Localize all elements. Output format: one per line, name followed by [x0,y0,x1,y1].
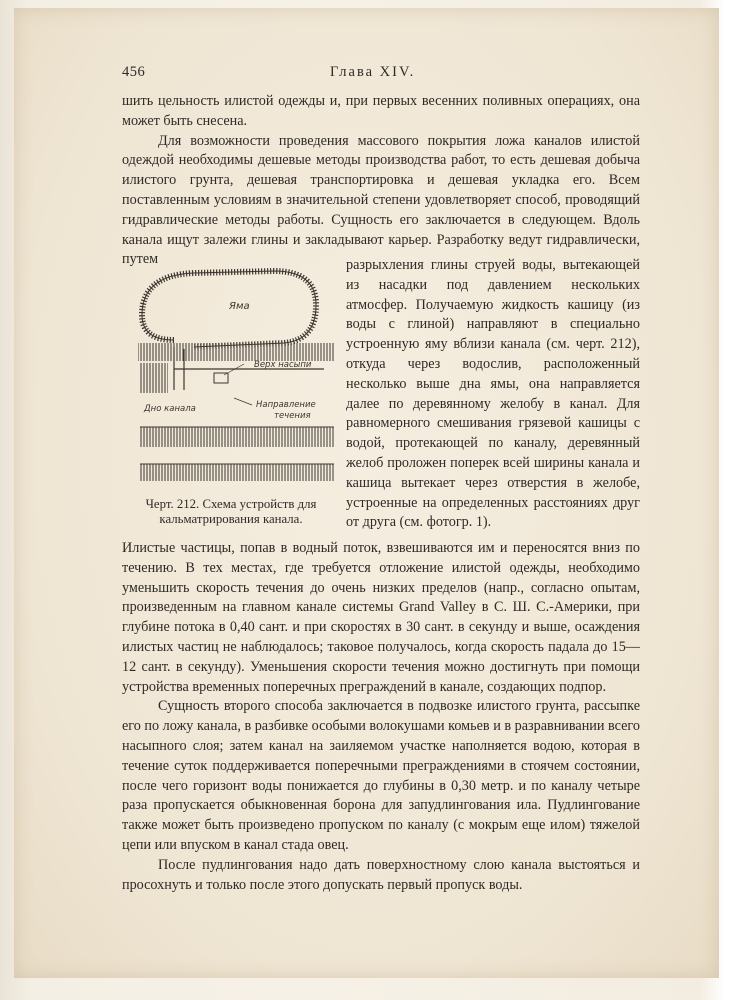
page-header [122,64,642,86]
label-canal-bottom: Дно канала [144,404,196,414]
chapter-title: Глава XIV. [330,64,416,80]
paragraph-methods [122,132,640,271]
flow-arrow [234,398,252,405]
text-block-top [122,92,640,270]
page-number: 456 [122,64,146,80]
paragraph-methods-text: Для возможности проведения массового покрытия ложа каналов илистой одеждой необходимы дешевые методы производства работ, то есть дешевая добыча илистого грунта, дешевая транспортировка и дешевая укладка его. Всем поставленным условиям в значительной степени удовлетворяет способ, проводящий гидравлические методы работы. Сущность его заключается в следующем. Вдоль канала ищут залежи глины и закладывают карьер. [122,132,640,248]
middle-bank [140,427,334,447]
text-block-bottom [122,539,640,895]
paragraph-second-method: Сущность второго способа заключается в подвозке илистого грунта, рассыпке его по ложу канала, в разбивке особыми волокушами комьев и в разравнивании всего насыпного слоя; затем канал на заиляемом участке наполняется водою, которая в течение суток поддерживается поперечными преграждениями в стоячем состоянии, после чего горизонт воды понижается до глубины в 0,30 метр. и по каналу четыре раза пропускается обыкновенная борона для запудлингования ила. Пудлингование также может быть произведено пропуском по каналу (с мокрым еще илом) тяжелой цепи или впуском в канал стада овец. [122,698,640,853]
caption-line-1: Черт. 212. Схема устройств для [145,497,317,511]
upper-bank [138,343,334,361]
label-pit: Яма [229,301,250,312]
figure-caption [122,497,340,527]
left-bank [140,363,168,393]
paragraph-methods-tail: Разработку ведут гидравлически, путем [122,231,640,268]
paragraph-wrap: разрыхления глины струей воды, вытекающей из насадки под давлением нескольких атмосфер. Получаемую жидкость кашицу (из воды с глиной) направляют в специально устроенную яму вблизи канала (см. черт. 212), откуда через водослив, расположенный несколько выше дна ямы, она направляется далее по деревянному желобу в канал. Для равномерного смешивания грязевой кашицы с водой, протекающей по каналу, деревянный желоб проложен поперек всей ширины канала и кашица вытекает через отверстия в желобе, устроенные на определенных расстояниях друг от друга (см. фотогр. 1). [346,257,640,531]
paragraph-puddling: После пудлингования надо дать поверхностному слою канала выстояться и просохнуть и только после этого допускать первый пропуск воды. [122,856,640,893]
text-wrap-column [346,256,640,533]
caption-line-2: кальматрирования канала. [159,512,303,526]
label-flow-1: Направление [256,400,316,410]
weir-box [214,373,228,383]
label-crest: Верх насыпи [254,360,312,370]
paragraph-silt-particles: Илистые частицы, попав в водный поток, взвешиваются им и переносятся вниз по течению. В тех местах, где требуется отложение илистой одежды, необходимо уменьшить скорость течения до очень низких пределов (напр., согласно опытам, произведенным на главном канале системы Grand Valley в С. Ш. С.-Америки, при глубине потока в 0,40 сант. и при скоростях в 30 сант. в секунду и выше, осаждения илистых частиц не наблюдалось; таковое получалось, когда скорость падала до 15—12 сант. в секунду). Уменьшения скорости течения можно достигнуть при помощи устройства временных поперечных преграждений в канале, создающих подпор. [122,540,640,695]
paragraph-continuation: шить цельность илистой одежды и, при первых весенних поливных операциях, она может быть снесена. [122,93,640,129]
canal-scheme-figure [134,265,340,490]
lower-bank [140,464,334,481]
label-flow-2: течения [274,411,311,421]
